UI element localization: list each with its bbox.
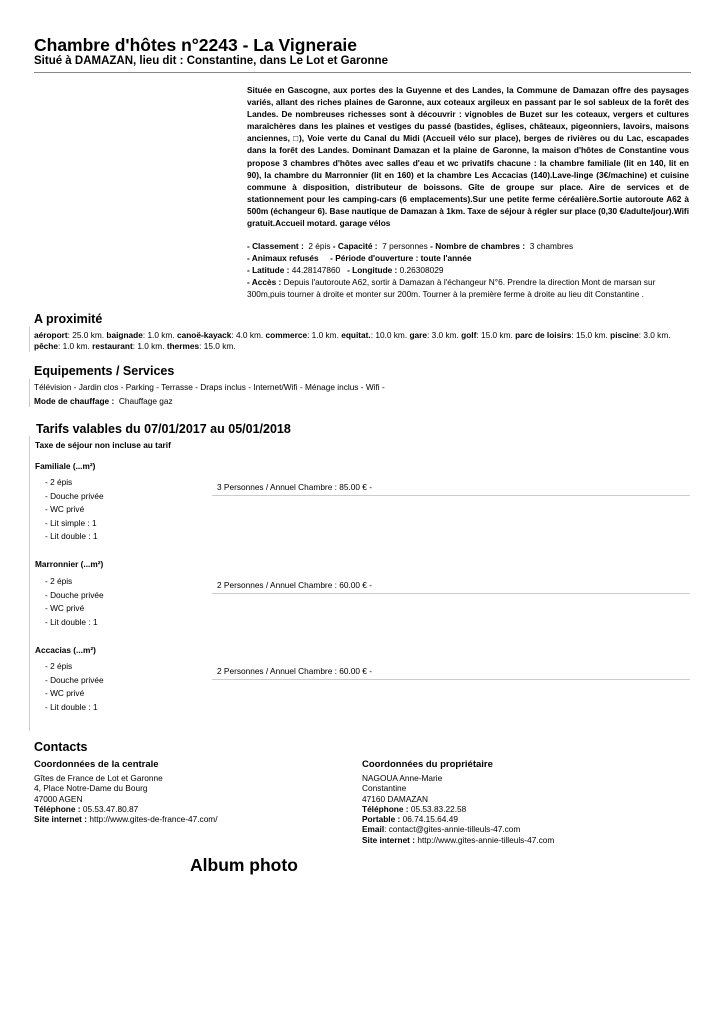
centrale-address2: 47000 AGEN (34, 793, 83, 804)
chambres-label: - Nombre de chambres : (430, 241, 526, 251)
proprietaire-heading: Coordonnées du propriétaire (362, 759, 493, 770)
room-price-marronnier: 2 Personnes / Annuel Chambre : 60.00 € - (217, 580, 372, 590)
proprietaire-address2: 47160 DAMAZAN (362, 793, 428, 804)
mobile-value: 06.74.15.64.49 (402, 814, 458, 825)
phone-value: 05.53.83.22.58 (410, 803, 467, 814)
capacite-value: 7 personnes (382, 241, 428, 251)
description-text: Située en Gascogne, aux portes des la Guyenne et des Landes, la Commune de Damazan offre des paysages variés, allant des riches plaines de Garonne, aux coteaux argileux en passant par le sol sableux de la forêt des Landes. De nombreuses richesses sont à découvrir : vignobles de Buzet sur les coteaux, vergers et cultures maraîchères dans les plaines et vestiges du passé (bastides, églises, châteaux, pigeonniers, lavoirs, maisons anciennes, □), Voie verte du Canal du Midi (Accueil vélo sur place), berges de rivières ou du Lac, escapades dans la forêt des Landes. Dominant Damazan et la plaine de Garonne, la maison d'hôtes de Constantine vous propose 3 chambres d'hôtes avec salles d'eau et wc privatifs chacune : la chambre familiale (lit en 140, lit en 90), la chambre du Marronnier (lit en 160) et la chambre Les Accacias (140).Lave-linge (3€/machine) et cuisine commune à disposition, distributeur de boissons. Gîte de groupe sur place. Aire de services et de stationnement pour les camping-cars (6 emplacements).Sur une petite ferme céréalière.Sortie autoroute A62 à 500m (échangeur 6). Base nautique de Damazan à 1km. Taxe de séjour à régler sur place (0,30 €/adulte/jour).Wifi gratuit.Accueil motard. garage vélos (247, 85, 689, 229)
equipements-title: Equipements / Services (34, 364, 175, 378)
mobile-label: Portable : (362, 814, 401, 825)
capacite-label: - Capacité : (332, 241, 378, 251)
prox-value: : 10.0 km. (370, 330, 408, 340)
chauffage-label: Mode de chauffage : (34, 396, 115, 406)
price-divider (212, 679, 690, 680)
price-divider (212, 495, 690, 496)
prox-label: golf (461, 330, 477, 340)
page-subtitle: Situé à DAMAZAN, lieu dit : Constantine, dans Le Lot et Garonne (34, 55, 388, 67)
prox-value: : 4.0 km. (231, 330, 264, 340)
prox-value: : 15.0 km. (571, 330, 608, 340)
prox-label: aéroport (34, 330, 68, 340)
longitude-value: 0.26308029 (399, 265, 444, 276)
periode-text: - Période d'ouverture : toute l'année (330, 253, 472, 264)
prox-value: : 3.0 km. (427, 330, 459, 340)
contacts-title: Contacts (34, 740, 88, 754)
acces-label: - Accès : (247, 277, 282, 288)
prox-label: canoë-kayack (176, 330, 232, 340)
tax-note: Taxe de séjour non incluse au tarif (35, 440, 171, 450)
equipements-list: Télévision - Jardin clos - Parking - Terrasse - Draps inclus - Internet/Wifi - Ménage inclus - Wifi - (34, 382, 385, 392)
latitude-value: 44.28147860 (291, 265, 341, 276)
prox-value: : 25.0 km. (67, 330, 105, 340)
prox-value: : 1.0 km. (142, 330, 175, 340)
room-name-marronnier: Marronnier (...m²) (35, 559, 104, 569)
prox-label: equitat. (341, 330, 371, 340)
room-name-accacias: Accacias (...m²) (35, 645, 96, 655)
facts-line-coords (247, 264, 689, 276)
proximite-title: A proximité (34, 312, 103, 326)
proprietaire-details (362, 773, 554, 845)
site-label: Site internet : (34, 814, 88, 825)
centrale-details (34, 773, 218, 824)
prox-label: thermes (166, 341, 200, 351)
chambres-value: 3 chambres (529, 241, 574, 251)
centrale-phone (34, 804, 218, 814)
proprietaire-name: NAGOUA Anne-Marie (362, 773, 443, 783)
room-feature: - 2 épis (45, 576, 73, 586)
proprietaire-mobile (362, 814, 554, 824)
room-price-accacias: 2 Personnes / Annuel Chambre : 60.00 € - (217, 666, 372, 676)
room-feature: - Lit double : 1 (45, 701, 98, 712)
phone-label: Téléphone : (362, 803, 409, 814)
prox-value: : 1.0 km. (132, 341, 165, 351)
prox-label: parc de loisirs (515, 330, 572, 340)
proprietaire-phone (362, 804, 554, 814)
latitude-label: - Latitude : (247, 265, 290, 276)
room-feature: - Lit double : 1 (45, 616, 98, 627)
facts-line-classement (247, 240, 689, 252)
longitude-label: - Longitude : (347, 265, 398, 276)
centrale-heading: Coordonnées de la centrale (34, 759, 159, 770)
classement-value: 2 épis (308, 241, 331, 251)
prox-value: : 1.0 km. (57, 341, 90, 351)
section-rule (29, 436, 30, 731)
prox-label: pêche (34, 341, 58, 351)
room-feature: - Douche privée (45, 674, 104, 685)
prox-label: gare (409, 330, 427, 340)
centrale-address1: 4, Place Notre-Dame du Bourg (34, 783, 148, 794)
room-feature: - 2 épis (45, 661, 73, 671)
prox-value: : 15.0 km. (476, 330, 513, 340)
room-features-familiale (45, 476, 104, 544)
tarifs-title: Tarifs valables du 07/01/2017 au 05/01/2018 (36, 422, 291, 436)
facts-line-acces (247, 276, 689, 300)
room-feature: - WC privé (45, 504, 85, 515)
proprietaire-address1: Constantine (362, 783, 407, 794)
chauffage-line (34, 396, 173, 407)
room-feature: - Lit simple : 1 (45, 517, 97, 528)
page-title: Chambre d'hôtes n°2243 - La Vigneraie (34, 35, 358, 55)
prox-label: restaurant (92, 341, 133, 351)
room-name-familiale: Familiale (...m²) (35, 461, 96, 471)
album-title: Album photo (190, 855, 298, 875)
header-divider (34, 72, 691, 73)
email-link[interactable]: : contact@gites-annie-tilleuls-47.com (384, 824, 521, 835)
prox-label: baignade (106, 330, 143, 340)
acces-value: Depuis l'autoroute A62, sortir à Damazan à l'échangeur N°6. Prendre la direction Mont de marsan sur 300m,puis tourner à droite et monter sur 200m. Tourner à la première ferme à droite au lieu dit Constantine . (247, 277, 656, 300)
room-feature: - Lit double : 1 (45, 531, 98, 542)
classement-label: - Classement : (247, 241, 304, 251)
phone-label: Téléphone : (34, 803, 81, 814)
facts-line-animaux (247, 252, 689, 264)
proprietaire-site (362, 835, 554, 845)
centrale-site (34, 814, 218, 824)
proximite-list (34, 330, 689, 352)
site-link[interactable]: http://www.gites-annie-tilleuls-47.com (417, 834, 555, 845)
phone-value: 05.53.47.80.87 (82, 803, 139, 814)
prox-label: commerce (265, 330, 308, 340)
centrale-name: Gîtes de France de Lot et Garonne (34, 773, 163, 783)
site-label: Site internet : (362, 834, 416, 845)
room-features-marronnier (45, 575, 104, 629)
prox-value: : 1.0 km. (307, 330, 339, 340)
room-price-familiale: 3 Personnes / Annuel Chambre : 85.00 € - (217, 482, 372, 492)
section-rule (29, 379, 30, 407)
room-feature: - WC privé (45, 603, 85, 614)
proprietaire-email (362, 824, 554, 834)
animaux-text: - Animaux refusés (247, 253, 319, 264)
section-rule (29, 327, 30, 352)
room-feature: - Douche privée (45, 589, 104, 600)
site-link[interactable]: http://www.gites-de-france-47.com/ (89, 814, 218, 825)
prox-value: : 15.0 km. (199, 341, 236, 351)
property-facts (247, 240, 689, 300)
prox-value: : 3.0 km. (638, 330, 671, 340)
price-divider (212, 593, 690, 594)
room-feature: - 2 épis (45, 477, 73, 487)
room-features-accacias (45, 660, 104, 714)
room-feature: - Douche privée (45, 490, 104, 501)
email-label: Email (362, 824, 385, 835)
room-feature: - WC privé (45, 688, 85, 699)
chauffage-value: Chauffage gaz (118, 396, 173, 406)
prox-label: piscine (610, 330, 639, 340)
